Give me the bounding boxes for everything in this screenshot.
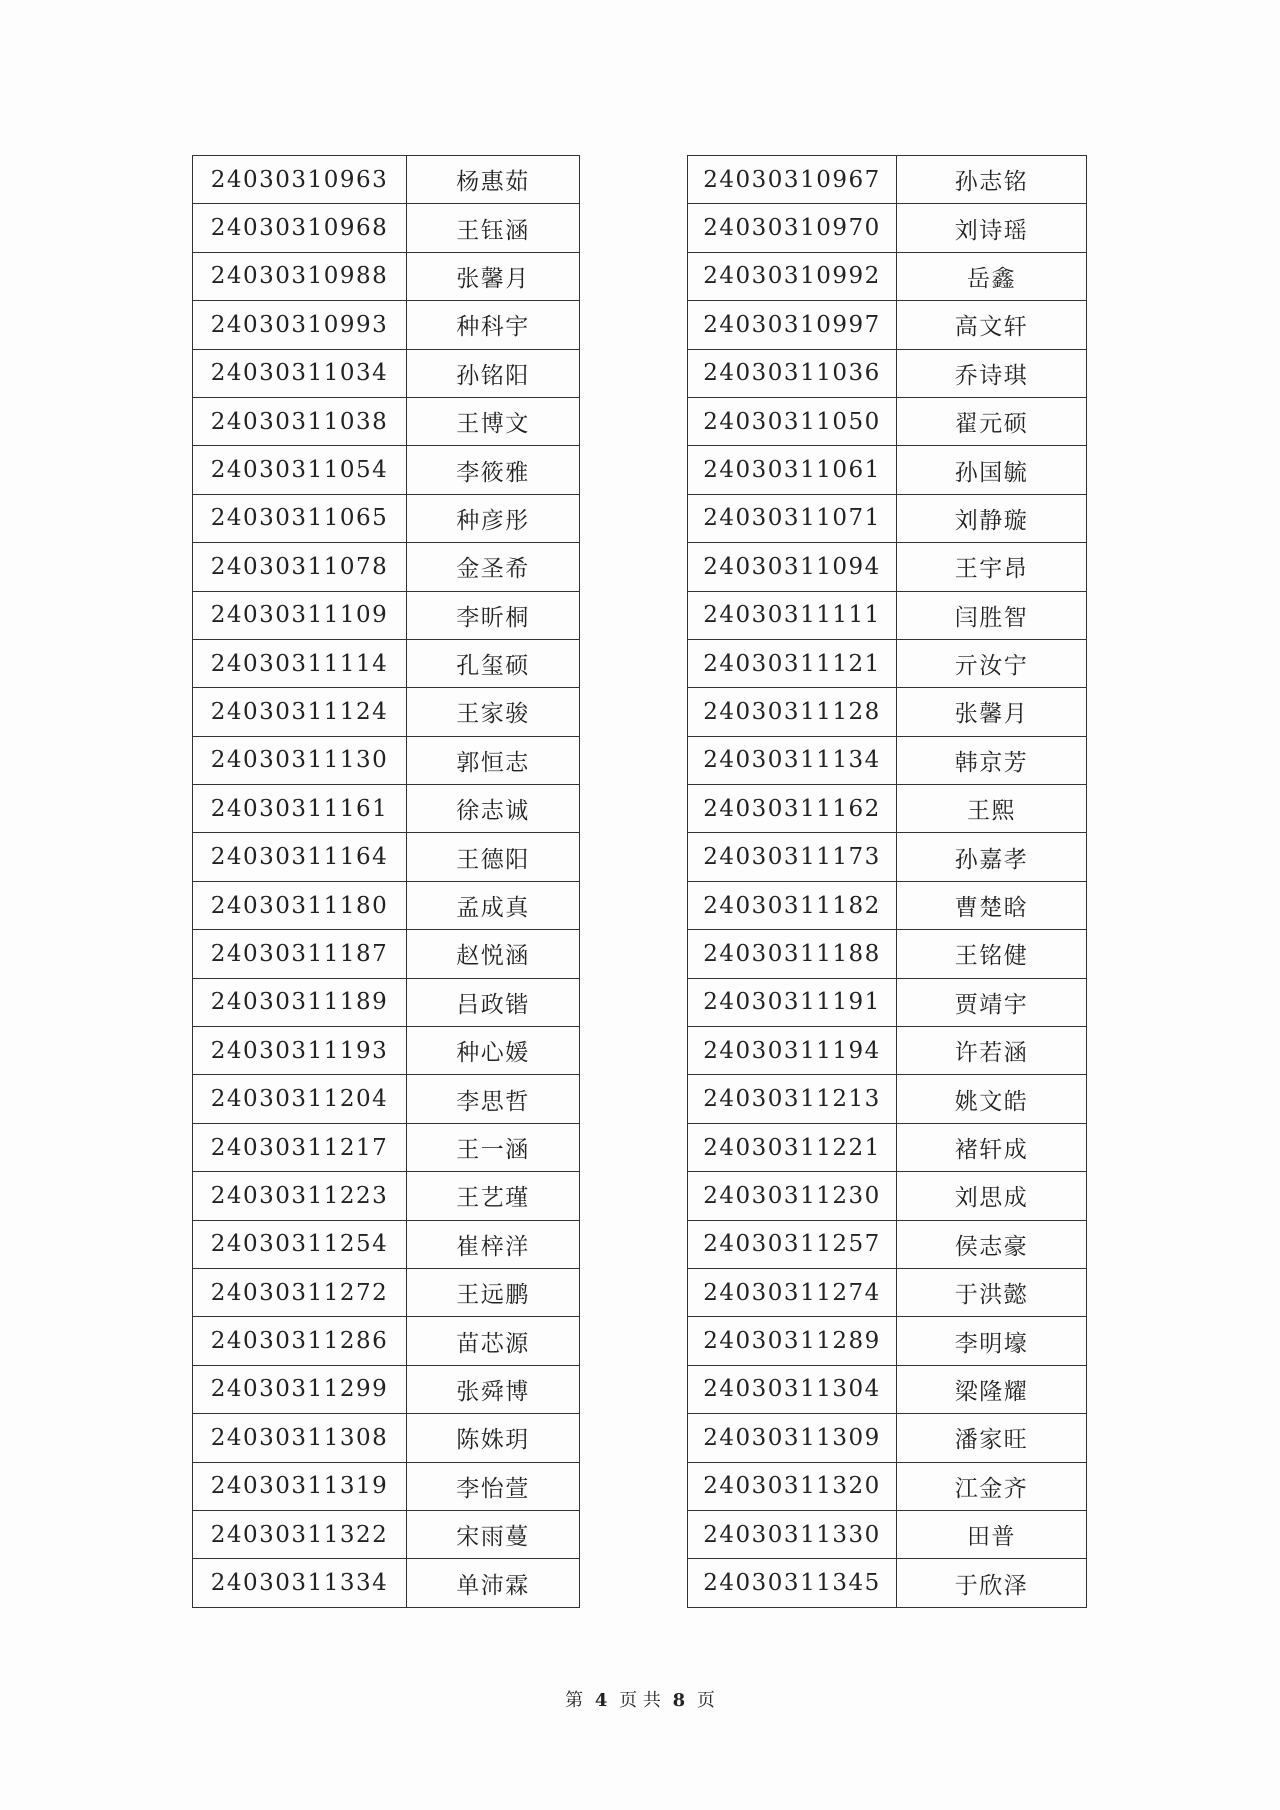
table-row: [193, 446, 580, 494]
student-name-cell: 李思哲: [407, 1075, 580, 1123]
student-id-cell: 24030311109: [193, 591, 407, 639]
student-name-cell: 孙嘉孝: [897, 833, 1087, 881]
student-id-cell: 24030310993: [193, 301, 407, 349]
table-row: [688, 397, 1087, 445]
student-name-cell: 王宇昂: [897, 543, 1087, 591]
student-name-cell: 张馨月: [897, 688, 1087, 736]
student-name-cell: 王德阳: [407, 833, 580, 881]
student-id-cell: 24030311182: [688, 881, 897, 929]
table-row: [688, 156, 1087, 204]
student-id-cell: 24030311272: [193, 1268, 407, 1316]
student-name-cell: 亓汝宁: [897, 639, 1087, 687]
table-row: [688, 833, 1087, 881]
student-name-cell: 杨惠茹: [407, 156, 580, 204]
student-name-cell: 李怡萱: [407, 1462, 580, 1510]
student-id-cell: 24030311189: [193, 978, 407, 1026]
student-id-cell: 24030310968: [193, 204, 407, 252]
table-row: [193, 833, 580, 881]
student-name-cell: 刘诗瑶: [897, 204, 1087, 252]
student-id-cell: 24030311061: [688, 446, 897, 494]
student-id-cell: 24030311319: [193, 1462, 407, 1510]
student-id-cell: 24030311274: [688, 1268, 897, 1316]
student-name-cell: 王铭健: [897, 930, 1087, 978]
student-id-cell: 24030311217: [193, 1123, 407, 1171]
student-name-cell: 种心媛: [407, 1027, 580, 1075]
student-name-cell: 孙志铭: [897, 156, 1087, 204]
table-row: [193, 397, 580, 445]
student-name-cell: 于洪懿: [897, 1268, 1087, 1316]
footer-suffix: 页: [696, 1690, 715, 1711]
student-name-cell: 王钰涵: [407, 204, 580, 252]
roster-table-left-body: [193, 156, 580, 1608]
table-row: [193, 1220, 580, 1268]
student-id-cell: 24030311257: [688, 1220, 897, 1268]
student-id-cell: 24030311130: [193, 736, 407, 784]
student-name-cell: 于欣泽: [897, 1559, 1087, 1607]
student-id-cell: 24030311221: [688, 1123, 897, 1171]
student-id-cell: 24030311173: [688, 833, 897, 881]
student-id-cell: 24030311334: [193, 1559, 407, 1607]
student-name-cell: 江金齐: [897, 1462, 1087, 1510]
student-id-cell: 24030311304: [688, 1365, 897, 1413]
table-row: [688, 252, 1087, 300]
student-name-cell: 刘静璇: [897, 494, 1087, 542]
table-row: [193, 1317, 580, 1365]
table-row: [688, 639, 1087, 687]
table-row: [688, 1414, 1087, 1462]
student-name-cell: 褚轩成: [897, 1123, 1087, 1171]
table-row: [688, 1075, 1087, 1123]
student-name-cell: 宋雨蔓: [407, 1510, 580, 1558]
table-row: [688, 543, 1087, 591]
table-row: [688, 1220, 1087, 1268]
student-id-cell: 24030311038: [193, 397, 407, 445]
student-name-cell: 王博文: [407, 397, 580, 445]
table-row: [688, 204, 1087, 252]
student-name-cell: 高文轩: [897, 301, 1087, 349]
student-name-cell: 孙国毓: [897, 446, 1087, 494]
student-id-cell: 24030311161: [193, 785, 407, 833]
student-id-cell: 24030310963: [193, 156, 407, 204]
roster-table-right: [687, 155, 1087, 1608]
student-name-cell: 许若涵: [897, 1027, 1087, 1075]
student-id-cell: 24030311036: [688, 349, 897, 397]
table-row: [688, 591, 1087, 639]
student-name-cell: 张舜博: [407, 1365, 580, 1413]
student-id-cell: 24030310970: [688, 204, 897, 252]
student-id-cell: 24030311065: [193, 494, 407, 542]
table-row: [193, 591, 580, 639]
student-id-cell: 24030311330: [688, 1510, 897, 1558]
table-row: [193, 543, 580, 591]
student-id-cell: 24030311180: [193, 881, 407, 929]
student-id-cell: 24030311188: [688, 930, 897, 978]
table-row: [193, 204, 580, 252]
student-id-cell: 24030311164: [193, 833, 407, 881]
student-id-cell: 24030311194: [688, 1027, 897, 1075]
student-name-cell: 陈姝玥: [407, 1414, 580, 1462]
student-id-cell: 24030310997: [688, 301, 897, 349]
student-name-cell: 李明壕: [897, 1317, 1087, 1365]
student-name-cell: 苗芯源: [407, 1317, 580, 1365]
student-id-cell: 24030311071: [688, 494, 897, 542]
student-id-cell: 24030311094: [688, 543, 897, 591]
student-name-cell: 种彦彤: [407, 494, 580, 542]
student-id-cell: 24030311124: [193, 688, 407, 736]
roster-table-right-body: [688, 156, 1087, 1608]
table-row: [193, 1510, 580, 1558]
table-row: [688, 1559, 1087, 1607]
table-row: [688, 1123, 1087, 1171]
table-row: [688, 736, 1087, 784]
student-id-cell: 24030311114: [193, 639, 407, 687]
student-name-cell: 田普: [897, 1510, 1087, 1558]
student-id-cell: 24030311322: [193, 1510, 407, 1558]
table-row: [193, 1123, 580, 1171]
table-row: [688, 1317, 1087, 1365]
student-name-cell: 王一涵: [407, 1123, 580, 1171]
total-pages-number: 8: [672, 1690, 686, 1711]
student-id-cell: 24030311193: [193, 1027, 407, 1075]
student-id-cell: 24030310967: [688, 156, 897, 204]
footer-prefix: 第: [565, 1690, 584, 1711]
student-name-cell: 王远鹏: [407, 1268, 580, 1316]
student-name-cell: 潘家旺: [897, 1414, 1087, 1462]
student-name-cell: 王艺瑾: [407, 1172, 580, 1220]
table-row: [193, 1414, 580, 1462]
student-name-cell: 韩京芳: [897, 736, 1087, 784]
table-row: [193, 1268, 580, 1316]
table-row: [193, 1462, 580, 1510]
table-row: [193, 639, 580, 687]
table-row: [193, 156, 580, 204]
table-row: [193, 1027, 580, 1075]
student-name-cell: 岳鑫: [897, 252, 1087, 300]
student-name-cell: 种科宇: [407, 301, 580, 349]
page-footer: [0, 1686, 1280, 1712]
table-row: [193, 494, 580, 542]
student-name-cell: 李昕桐: [407, 591, 580, 639]
student-id-cell: 24030311128: [688, 688, 897, 736]
table-row: [688, 1172, 1087, 1220]
student-id-cell: 24030311134: [688, 736, 897, 784]
student-id-cell: 24030311320: [688, 1462, 897, 1510]
student-name-cell: 徐志诚: [407, 785, 580, 833]
table-row: [193, 688, 580, 736]
student-id-cell: 24030311299: [193, 1365, 407, 1413]
student-id-cell: 24030311309: [688, 1414, 897, 1462]
table-row: [688, 349, 1087, 397]
table-row: [688, 688, 1087, 736]
table-row: [688, 494, 1087, 542]
student-name-cell: 姚文皓: [897, 1075, 1087, 1123]
student-name-cell: 王熙: [897, 785, 1087, 833]
student-name-cell: 崔梓洋: [407, 1220, 580, 1268]
table-row: [193, 1559, 580, 1607]
table-row: [688, 1510, 1087, 1558]
student-id-cell: 24030311223: [193, 1172, 407, 1220]
table-row: [193, 930, 580, 978]
student-id-cell: 24030311111: [688, 591, 897, 639]
student-id-cell: 24030311162: [688, 785, 897, 833]
student-name-cell: 王家骏: [407, 688, 580, 736]
student-name-cell: 翟元硕: [897, 397, 1087, 445]
table-row: [193, 736, 580, 784]
footer-middle: 页 共: [619, 1690, 661, 1711]
student-name-cell: 孙铭阳: [407, 349, 580, 397]
table-row: [688, 301, 1087, 349]
student-name-cell: 李筱雅: [407, 446, 580, 494]
student-name-cell: 张馨月: [407, 252, 580, 300]
student-id-cell: 24030311078: [193, 543, 407, 591]
table-row: [193, 785, 580, 833]
table-row: [193, 1365, 580, 1413]
student-id-cell: 24030311054: [193, 446, 407, 494]
table-row: [688, 785, 1087, 833]
student-name-cell: 郭恒志: [407, 736, 580, 784]
table-row: [688, 978, 1087, 1026]
table-row: [193, 252, 580, 300]
student-name-cell: 侯志豪: [897, 1220, 1087, 1268]
table-row: [193, 1075, 580, 1123]
student-id-cell: 24030311286: [193, 1317, 407, 1365]
table-row: [688, 1027, 1087, 1075]
table-row: [688, 446, 1087, 494]
student-name-cell: 孟成真: [407, 881, 580, 929]
student-name-cell: 乔诗琪: [897, 349, 1087, 397]
student-id-cell: 24030311289: [688, 1317, 897, 1365]
student-name-cell: 梁隆耀: [897, 1365, 1087, 1413]
table-row: [193, 1172, 580, 1220]
student-name-cell: 赵悦涵: [407, 930, 580, 978]
student-id-cell: 24030310992: [688, 252, 897, 300]
student-name-cell: 孔玺硕: [407, 639, 580, 687]
table-row: [688, 1462, 1087, 1510]
current-page-number: 4: [594, 1690, 608, 1711]
student-name-cell: 刘思成: [897, 1172, 1087, 1220]
student-id-cell: 24030311345: [688, 1559, 897, 1607]
student-id-cell: 24030311121: [688, 639, 897, 687]
student-id-cell: 24030311034: [193, 349, 407, 397]
table-row: [193, 301, 580, 349]
student-name-cell: 单沛霖: [407, 1559, 580, 1607]
student-id-cell: 24030311050: [688, 397, 897, 445]
table-row: [688, 930, 1087, 978]
table-row: [688, 881, 1087, 929]
student-id-cell: 24030310988: [193, 252, 407, 300]
student-id-cell: 24030311230: [688, 1172, 897, 1220]
student-id-cell: 24030311187: [193, 930, 407, 978]
student-id-cell: 24030311191: [688, 978, 897, 1026]
student-name-cell: 曹楚晗: [897, 881, 1087, 929]
student-id-cell: 24030311204: [193, 1075, 407, 1123]
student-id-cell: 24030311213: [688, 1075, 897, 1123]
table-row: [193, 349, 580, 397]
table-row: [688, 1365, 1087, 1413]
roster-table-left: [192, 155, 580, 1608]
table-row: [688, 1268, 1087, 1316]
student-id-cell: 24030311308: [193, 1414, 407, 1462]
table-row: [193, 978, 580, 1026]
student-name-cell: 闫胜智: [897, 591, 1087, 639]
table-row: [193, 881, 580, 929]
student-name-cell: 吕政锴: [407, 978, 580, 1026]
student-id-cell: 24030311254: [193, 1220, 407, 1268]
student-name-cell: 金圣希: [407, 543, 580, 591]
student-name-cell: 贾靖宇: [897, 978, 1087, 1026]
